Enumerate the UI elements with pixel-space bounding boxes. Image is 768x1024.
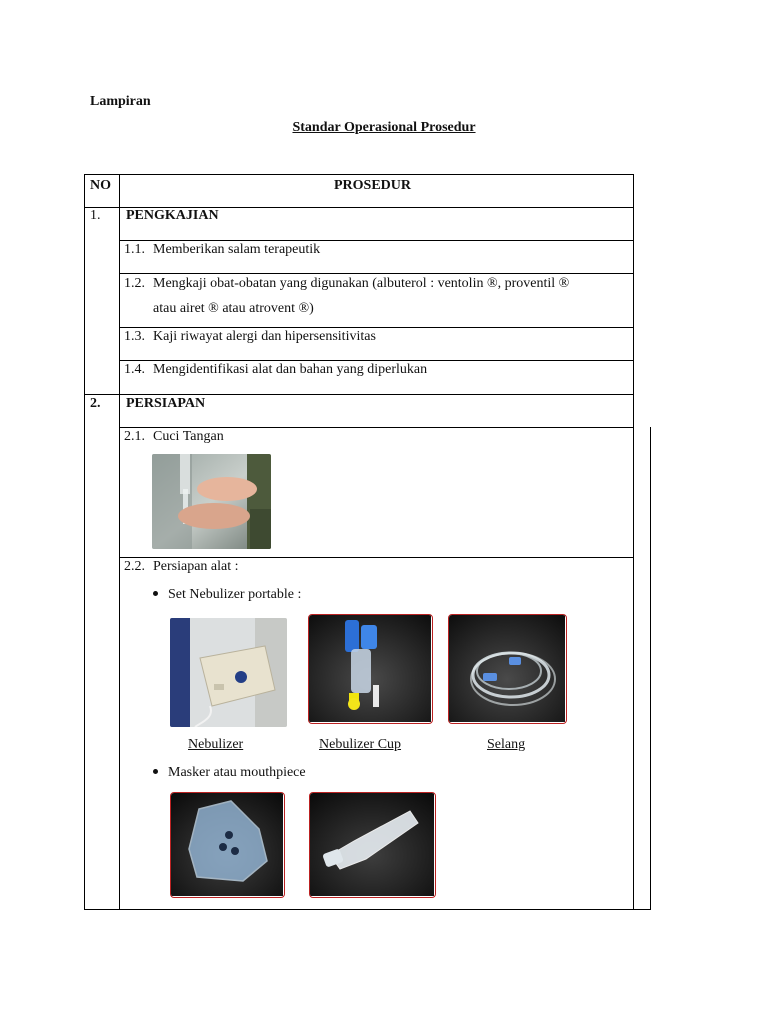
item-text: Memberikan salam terapeutik [153, 242, 321, 257]
item-number: 2.2. [124, 559, 145, 574]
table-rule [119, 273, 634, 274]
item-text: Cuci Tangan [153, 429, 224, 444]
table-outer-border-right [650, 427, 651, 910]
hose-photo [448, 614, 567, 724]
table-border-left [84, 174, 85, 910]
item-text: Persiapan alat : [153, 559, 239, 574]
table-rule [119, 427, 634, 428]
table-border-right [633, 174, 634, 910]
item-number: 2.1. [124, 429, 145, 444]
section-title: PERSIAPAN [126, 396, 206, 411]
caption-selang: Selang [487, 737, 526, 752]
caption-nebulizer: Nebulizer [188, 737, 244, 752]
item-number: 1.1. [124, 242, 145, 257]
table-column-divider [119, 174, 120, 910]
nebulizer-cup-photo [308, 614, 433, 724]
item-text: Kaji riwayat alergi dan hipersensitivitas [153, 329, 376, 344]
caption-nebulizer-cup: Nebulizer Cup [319, 737, 402, 752]
section-title: PENGKAJIAN [126, 208, 219, 223]
item-text-continued: atau airet ® atau atrovent ®) [153, 301, 314, 316]
bullet-text: Set Nebulizer portable : [168, 587, 302, 602]
header-prosedur: PROSEDUR [334, 178, 412, 193]
appendix-label: Lampiran [90, 94, 151, 109]
item-number: 1.4. [124, 362, 145, 377]
item-text: Mengkaji obat-obatan yang digunakan (albuterol : ventolin ®, proventil ® [153, 276, 570, 291]
item-number: 1.3. [124, 329, 145, 344]
table-rule [119, 240, 634, 241]
bullet-icon [153, 769, 158, 774]
document-title: Standar Operasional Prosedur [292, 120, 476, 135]
nebulizer-photo [170, 618, 287, 727]
section-number: 1. [90, 208, 101, 223]
table-rule [84, 394, 634, 395]
header-no: NO [90, 178, 111, 193]
bullet-text: Masker atau mouthpiece [168, 765, 306, 780]
table-rule [119, 360, 634, 361]
section-number: 2. [90, 396, 101, 411]
mask-photo [170, 792, 285, 898]
table-rule [119, 557, 634, 558]
item-text: Mengidentifikasi alat dan bahan yang diperlukan [153, 362, 428, 377]
item-number: 1.2. [124, 276, 145, 291]
table-border-top [84, 174, 634, 175]
bullet-icon [153, 591, 158, 596]
handwashing-photo [152, 454, 271, 549]
mouthpiece-photo [309, 792, 436, 898]
bullet-item [153, 587, 301, 603]
bullet-item [153, 765, 306, 781]
table-border-bottom [84, 909, 650, 910]
table-rule [119, 327, 634, 328]
